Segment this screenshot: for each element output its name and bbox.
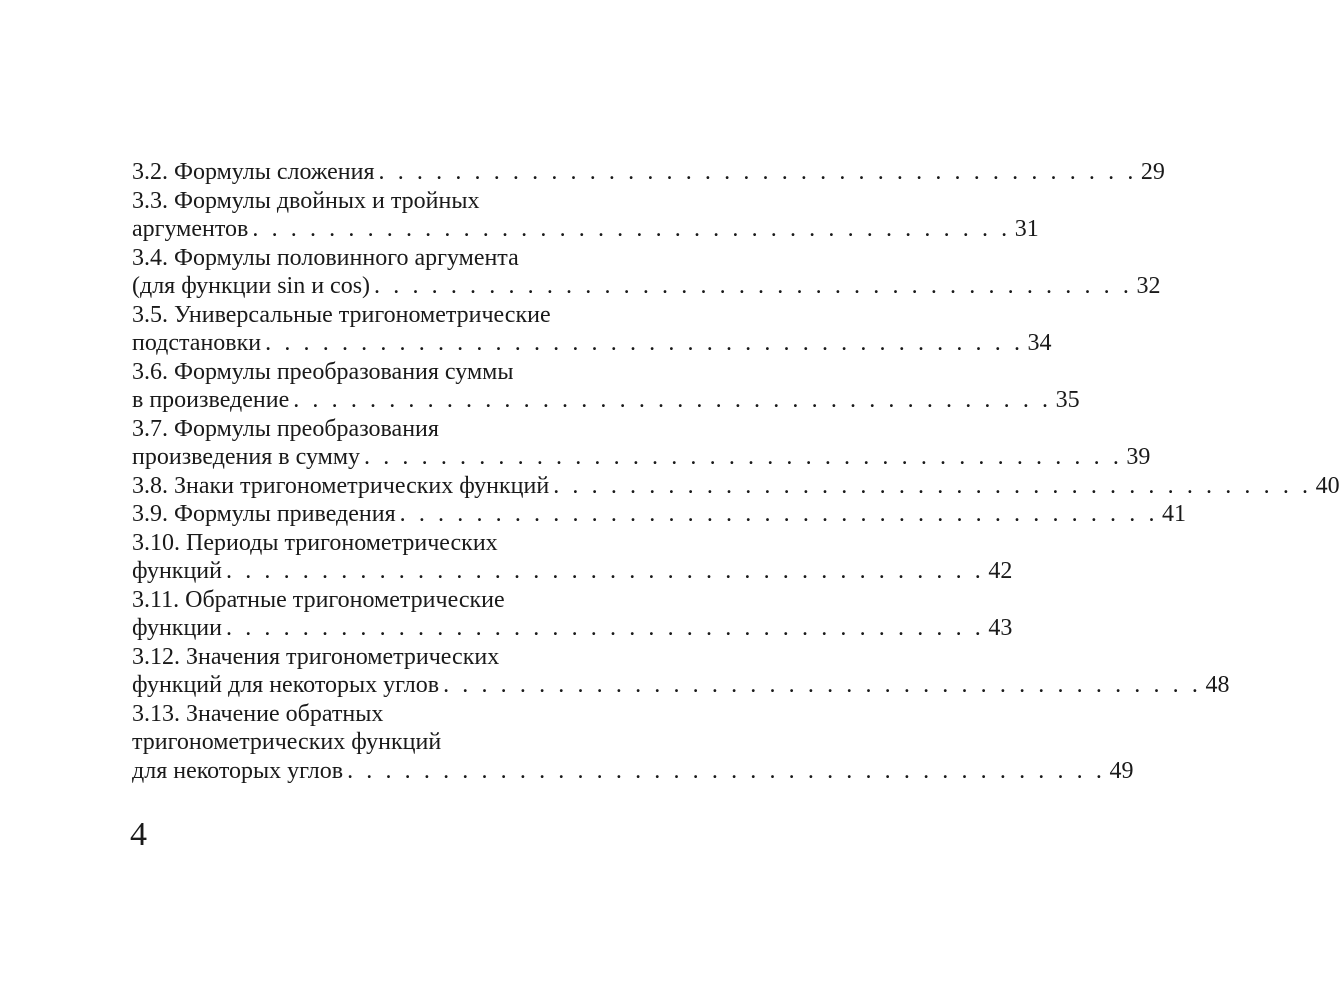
toc-entry [132, 586, 1013, 643]
toc-entry-title: 3.5. Универсальные тригонометрические [132, 301, 551, 328]
dot-leader: . . . . . . . . . . . . . . . . . . . . . . . . . . . . . . . . . . . . . . . . [226, 558, 985, 584]
toc-entry-page: 49 [1109, 757, 1134, 784]
toc-entry [132, 301, 1052, 358]
toc-entry-page: 48 [1205, 672, 1230, 698]
toc-entry-title: 3.10. Периоды тригонометрических [132, 529, 498, 556]
toc-entry [132, 415, 1151, 472]
toc-entry [132, 358, 1080, 415]
dot-leader: . . . . . . . . . . . . . . . . . . . . . . . . . . . . . . . . . . . . . . . . [364, 444, 1123, 470]
toc-entry-title: 3.6. Формулы преобразования суммы [132, 358, 514, 385]
toc-entry-title: тригонометрических функций [132, 729, 442, 755]
toc-entry-title: функций [132, 558, 222, 584]
toc-entry-title: 3.7. Формулы преобразования [132, 415, 439, 442]
toc-entry-title: функции [132, 615, 222, 641]
toc-entry-title: для некоторых углов [132, 757, 344, 784]
toc-entry-title: 3.9. Формулы приведения [132, 501, 396, 527]
toc-entry-title: 3.2. Формулы сложения [132, 159, 375, 185]
toc-entry-title: 3.8. Знаки тригонометрических функций [132, 472, 550, 499]
dot-leader: . . . . . . . . . . . . . . . . . . . . . . . . . . . . . . . . . . . . . . . . [252, 216, 1011, 242]
toc-entry-page: 41 [1162, 501, 1187, 527]
toc-entry-title: 3.13. Значение обратных [132, 700, 384, 727]
toc-entry-page: 34 [1027, 330, 1052, 356]
dot-leader: . . . . . . . . . . . . . . . . . . . . . . . . . . . . . . . . . . . . . . . . [399, 501, 1159, 527]
toc-entry-title: в произведение [132, 387, 290, 413]
toc-entry [132, 244, 1161, 301]
toc-entry-title: (для функции sin и cos) [132, 273, 371, 299]
toc-entry-page: 39 [1126, 444, 1151, 470]
toc-entry-title: 3.11. Обратные тригонометрические [132, 586, 505, 613]
dot-leader: . . . . . . . . . . . . . . . . . . . . . . . . . . . . . . . . . . . . . . . . [374, 273, 1133, 299]
toc-entry [132, 529, 1013, 586]
dot-leader: . . . . . . . . . . . . . . . . . . . . . . . . . . . . . . . . . . . . . . . . [347, 757, 1106, 784]
toc-entry-page: 32 [1136, 273, 1161, 299]
toc-entry-page: 31 [1014, 216, 1039, 242]
toc-entry-page: 43 [988, 615, 1013, 641]
toc-entry [132, 472, 1340, 501]
toc-entry-page: 42 [988, 558, 1013, 584]
toc-entry-title: 3.3. Формулы двойных и тройных [132, 187, 480, 214]
toc-entry-title: произведения в сумму [132, 444, 361, 470]
toc-entry [132, 158, 1165, 187]
toc-entry [132, 643, 1230, 700]
toc-entry-page: 40 [1315, 472, 1340, 499]
dot-leader: . . . . . . . . . . . . . . . . . . . . . . . . . . . . . . . . . . . . . . . . [553, 472, 1312, 499]
page-number: 4 [130, 816, 147, 853]
table-of-contents [132, 158, 1340, 785]
toc-entry-title: функций для некоторых углов [132, 672, 440, 698]
toc-entry-title: 3.12. Значения тригонометрических [132, 643, 500, 670]
dot-leader: . . . . . . . . . . . . . . . . . . . . . . . . . . . . . . . . . . . . . . . . [443, 672, 1202, 698]
dot-leader: . . . . . . . . . . . . . . . . . . . . . . . . . . . . . . . . . . . . . . . . [265, 330, 1024, 356]
dot-leader: . . . . . . . . . . . . . . . . . . . . . . . . . . . . . . . . . . . . . . . . [378, 159, 1137, 185]
toc-entry-page: 35 [1055, 387, 1080, 413]
toc-entry [132, 500, 1187, 529]
toc-entry-page: 29 [1140, 159, 1165, 185]
dot-leader: . . . . . . . . . . . . . . . . . . . . . . . . . . . . . . . . . . . . . . . . [226, 615, 985, 641]
dot-leader: . . . . . . . . . . . . . . . . . . . . . . . . . . . . . . . . . . . . . . . . [293, 387, 1052, 413]
toc-entry-title: 3.4. Формулы половинного аргумента [132, 244, 519, 271]
toc-entry-title: подстановки [132, 330, 262, 356]
toc-entry [132, 187, 1039, 244]
toc-entry-title: аргументов [132, 216, 249, 242]
toc-entry [132, 700, 1134, 786]
